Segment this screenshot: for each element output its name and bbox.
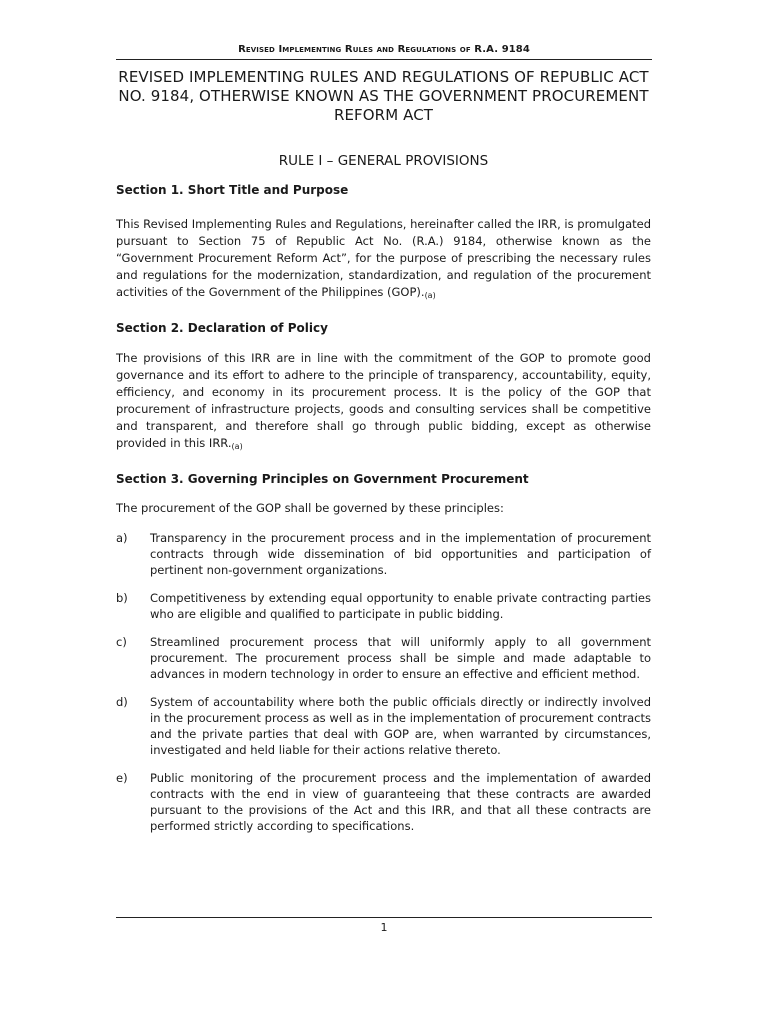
principles-list — [116, 530, 651, 834]
paragraph-text: This Revised Implementing Rules and Regulations, hereinafter called the IRR, is promulgated pursuant to Section 75 of Republic Act No. (R.A.) 9184, otherwise known as the “Government Procurement Reform Act”, for the purpose of prescribing the necessary rules and regulations for the modernization, standardization, and regulation of the procurement activities of the Government of the Philippines (GOP). — [116, 217, 651, 299]
section-intro: The procurement of the GOP shall be governed by these principles: — [116, 501, 504, 515]
list-item-text: Competitiveness by extending equal opportunity to enable private contracting parties who are eligible and qualified to participate in public bidding. — [150, 591, 651, 621]
section-paragraph — [116, 216, 651, 301]
list-item — [116, 634, 651, 682]
section-3 — [116, 471, 651, 834]
section-heading: Section 2. Declaration of Policy — [116, 321, 328, 335]
list-item — [116, 530, 651, 578]
list-marker: e) — [116, 771, 128, 785]
amendment-note: (a) — [231, 442, 243, 451]
list-marker: b) — [116, 591, 128, 605]
list-item-text: System of accountability where both the public officials directly or indirectly involved in the procurement process as well as in the implementation of procurement contracts and the private parties that deal with GOP are, when warranted by circumstances, investigated and held liable for their actions relative thereto. — [150, 695, 651, 757]
section-2 — [116, 320, 651, 452]
header-divider — [116, 59, 652, 60]
list-marker: c) — [116, 635, 127, 649]
section-heading: Section 1. Short Title and Purpose — [116, 183, 349, 197]
amendment-note: (a) — [424, 291, 436, 300]
footer-divider — [116, 917, 652, 918]
list-marker: a) — [116, 531, 128, 545]
list-item-text: Transparency in the procurement process and in the implementation of procurement contracts through wide dissemination of bid opportunities and participation of pertinent non-government organizations. — [150, 531, 651, 577]
section-heading: Section 3. Governing Principles on Government Procurement — [116, 472, 529, 486]
list-item-text: Public monitoring of the procurement process and the implementation of awarded contracts with the end in view of guaranteeing that these contracts are awarded pursuant to the provisions of the Act and this IRR, and that all these contracts are performed strictly according to specifications. — [150, 771, 651, 833]
rule-heading: RULE I – GENERAL PROVISIONS — [278, 153, 489, 169]
page-content — [116, 68, 651, 846]
section-paragraph — [116, 350, 651, 452]
list-item-text: Streamlined procurement process that will uniformly apply to all government procurement. The procurement process shall be simple and made adaptable to advances in modern technology in order to ensure an effective and efficient method. — [150, 635, 651, 681]
page-number: 1 — [380, 921, 388, 934]
list-item — [116, 590, 651, 622]
document-title: REVISED IMPLEMENTING RULES AND REGULATIONS OF REPUBLIC ACT NO. 9184, OTHERWISE KNOWN AS THE GOVERNMENT PROCUREMENT REFORM ACT — [118, 68, 649, 124]
list-item — [116, 770, 651, 834]
running-header: Revised Implementing Rules and Regulations of R.A. 9184 — [238, 44, 530, 55]
list-item — [116, 694, 651, 758]
list-marker: d) — [116, 695, 128, 709]
section-1 — [116, 182, 651, 301]
paragraph-text: The provisions of this IRR are in line with the commitment of the GOP to promote good governance and its effort to adhere to the principle of transparency, accountability, equity, efficiency, and economy in its procurement process. It is the policy of the GOP that procurement of infrastructure projects, goods and consulting services shall be competitive and transparent, and therefore shall go through public bidding, except as otherwise provided in this IRR. — [116, 351, 651, 450]
